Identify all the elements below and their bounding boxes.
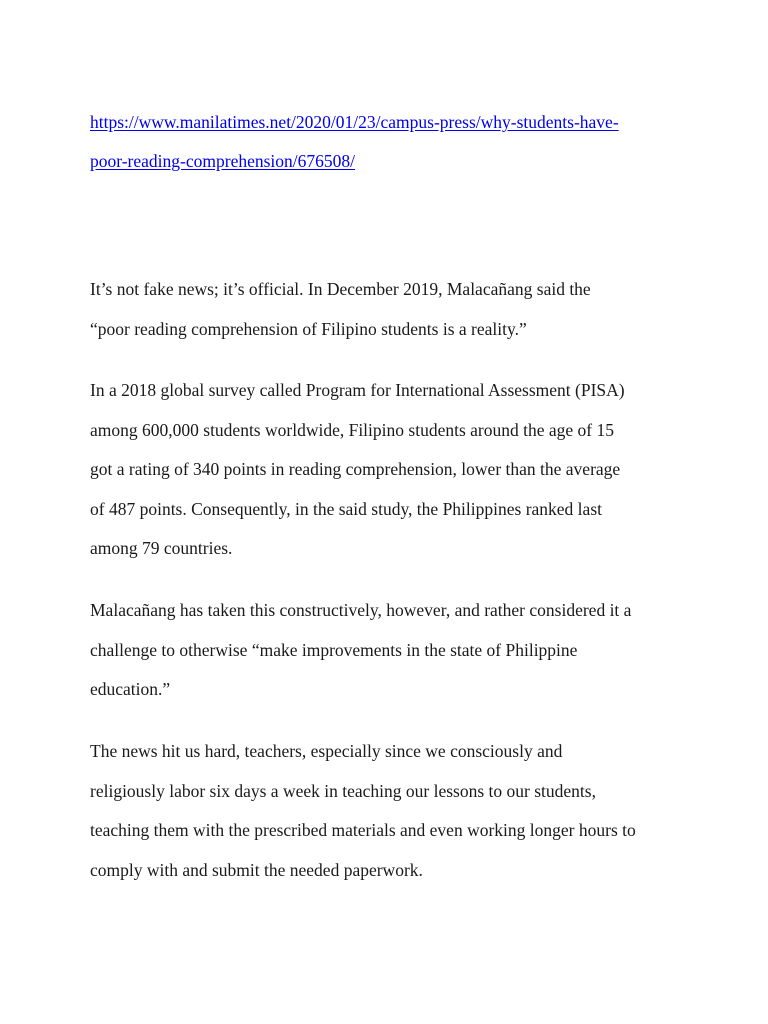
paragraph-2-line-4: of 487 points. Consequently, in the said study, the Philippines ranked last bbox=[90, 499, 602, 519]
paragraph-3-line-2: challenge to otherwise “make improvements in the state of Philippine bbox=[90, 640, 578, 660]
paragraph-4-line-1: The news hit us hard, teachers, especially since we consciously and bbox=[90, 741, 563, 761]
paragraph-2-line-1: In a 2018 global survey called Program for International Assessment (PISA) bbox=[90, 380, 625, 400]
paragraph-2-line-3: got a rating of 340 points in reading comprehension, lower than the average bbox=[90, 459, 621, 479]
paragraph-4-line-4: comply with and submit the needed paperwork. bbox=[90, 860, 423, 880]
paragraph-2-line-5: among 79 countries. bbox=[90, 538, 233, 558]
paragraph-2-line-2: among 600,000 students worldwide, Filipino students around the age of 15 bbox=[90, 420, 614, 440]
paragraph-3-line-1: Malacañang has taken this constructively, however, and rather considered it a bbox=[90, 600, 632, 620]
paragraph-1-line-2: “poor reading comprehension of Filipino students is a reality.” bbox=[90, 319, 527, 339]
article-link-line-2[interactable]: poor-reading-comprehension/676508/ bbox=[90, 151, 355, 171]
article-link-line-1[interactable]: https://www.manilatimes.net/2020/01/23/campus-press/why-students-have- bbox=[90, 112, 619, 132]
paragraph-3-line-3: education.” bbox=[90, 679, 171, 699]
paragraph-1-line-1: It’s not fake news; it’s official. In December 2019, Malacañang said the bbox=[90, 279, 591, 299]
paragraph-4-line-2: religiously labor six days a week in teaching our lessons to our students, bbox=[90, 781, 596, 801]
paragraph-4-line-3: teaching them with the prescribed materials and even working longer hours to bbox=[90, 820, 636, 840]
